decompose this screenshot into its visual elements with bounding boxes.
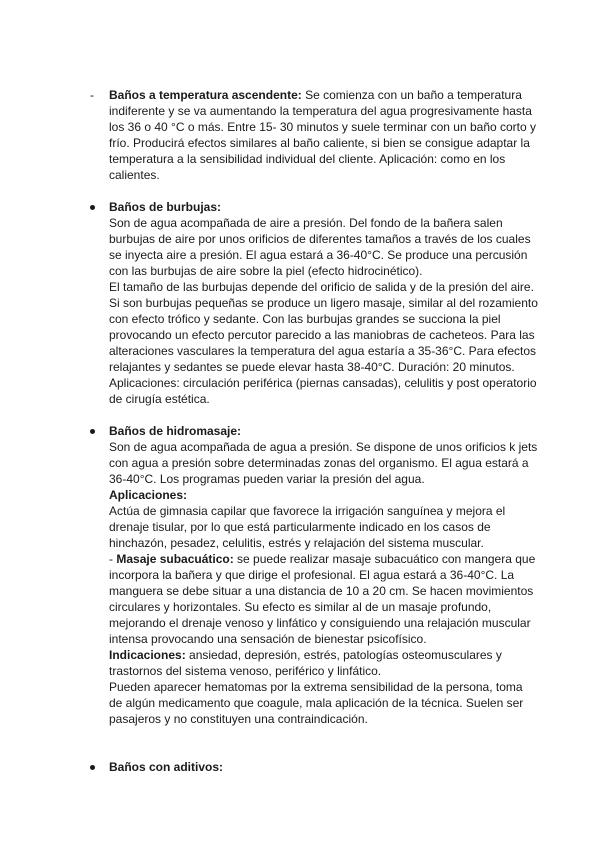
section-title: Baños de burbujas:	[109, 200, 222, 214]
section-text: Se comienza con un baño a temperatura indiferente y se va aumentando la temperatura del agua progresivamente hasta los 36 o 40 °C o más. Entre 15- 30 minutos y suele terminar con un baño corto y frío. Producirá efectos similares al baño caliente, si bien se consigue adaptar la temperatura a la sensibilidad individual del cliente. Aplicación: como en los calientes.	[109, 88, 537, 182]
masaje-text: se puede realizar masaje subacuático con mangera que incorpora la bañera y que dirige el profesional. El agua estará a 36-40°C. La manguera se debe situar a una distancia de 10 a 20 cm. Se hacen movimientos circulares y horizontales. Su efecto es similar al de un masaje profundo, mejorando el drenaje venoso y linfático y consiguiendo una relajación muscular intensa provocando una sensación de bienestar psicofísico.	[109, 552, 536, 646]
section-paragraph: El tamaño de las burbujas depende del orificio de salida y de la presión del aire. Si son burbujas pequeñas se produce un ligero masaje, similar al del rozamiento con efecto trófico y sedante. Con las burbujas grandes se succiona la piel provocando un efecto percutor parecido a las maniobras de cacheteos. Para las alteraciones vasculares la temperatura del agua estaría a 35-36°C. Para efectos relajantes y sedantes se puede elevar hasta 38-40°C. Duración: 20 minutos. Aplicaciones: circulación periférica (piernas cansadas), celulitis y post operatorio de cirugía estética.	[109, 280, 538, 406]
dash-marker: -	[90, 88, 94, 102]
aplicaciones-heading: Aplicaciones:	[109, 488, 188, 502]
indicaciones-text: ansiedad, depresión, estrés, patologías osteomusculares y trastornos del sistema venoso, periférico y linfático.	[109, 648, 502, 678]
masaje-heading: Masaje subacuático:	[116, 552, 234, 566]
section-title: Baños a temperatura ascendente:	[109, 88, 302, 102]
section-aditivos	[88, 759, 538, 775]
section-title: Baños con aditivos:	[109, 760, 224, 774]
section-title: Baños de hidromasaje:	[109, 424, 242, 438]
section-paragraph	[109, 87, 538, 183]
section-paragraph: Son de agua acompañada de agua a presión. Se dispone de unos orificios k jets con agua a presión sobre determinadas zonas del organismo. El agua estará a 36-40°C. Los programas pueden variar la presión del agua.	[109, 440, 538, 486]
indicaciones-paragraph	[109, 647, 538, 679]
indicaciones-heading: Indicaciones:	[109, 648, 186, 662]
section-burbujas	[88, 199, 538, 407]
section-paragraph: Pueden aparecer hematomas por la extrema sensibilidad de la persona, toma de algún medicamento que coagule, mala aplicación de la técnica. Suelen ser pasajeros y no constituyen una contraindicación.	[109, 680, 524, 726]
section-paragraph: Son de agua acompañada de aire a presión. Del fondo de la bañera salen burbujas de aire por unos orificios de diferentes tamaños a través de los cuales se inyecta aire a presión. El agua estará a 36-40°C. Se produce una percusión con las burbujas de aire sobre la piel (efecto hidrocinético).	[109, 216, 531, 278]
dash-prefix: -	[109, 552, 117, 566]
masaje-paragraph	[109, 551, 538, 647]
section-hidromasaje	[88, 423, 538, 727]
section-temperatura-ascendente	[88, 87, 538, 183]
section-paragraph: Actúa de gimnasia capilar que favorece la irrigación sanguínea y mejora el drenaje tisular, por lo que está particularmente indicado en los casos de hinchazón, pesadez, celulitis, estrés y relajación del sistema muscular.	[109, 504, 506, 550]
